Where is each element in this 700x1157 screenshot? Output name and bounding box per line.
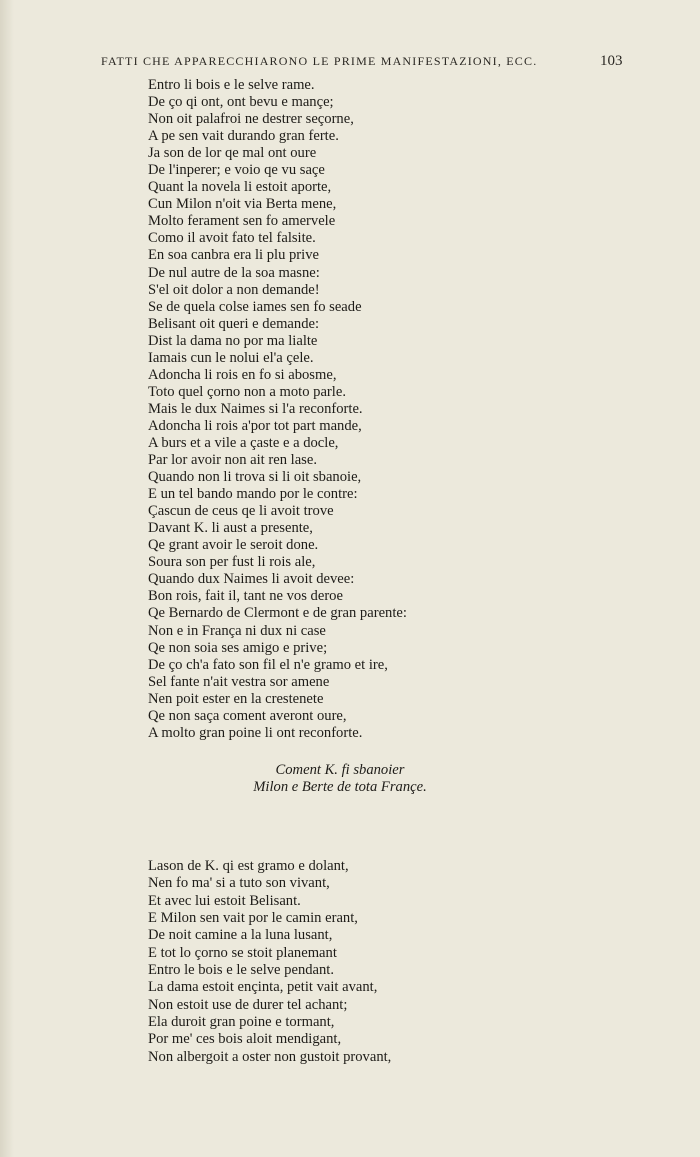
verse-line: Quando non li trova si li oit sbanoie, — [148, 469, 362, 486]
verse-line: Soura son per fust li rois ale, — [148, 554, 316, 571]
verse-line: La dama estoit ençinta, petit vait avant, — [148, 979, 378, 996]
verse-line: Non estoit use de durer tel achant; — [148, 996, 348, 1013]
verse-line: Non oit palafroi ne destrer seçorne, — [148, 111, 354, 128]
verse-line: Quant la novela li estoit aporte, — [148, 179, 332, 196]
verse-line: Como il avoit fato tel falsite. — [148, 230, 316, 247]
verse-line: Por me' ces bois aloit mendigant, — [148, 1031, 342, 1048]
verse-line: Nen poit ester en la crestenete — [148, 690, 324, 707]
verse-line: De l'inperer; e voio qe vu saçe — [148, 162, 325, 179]
verse-line: Qe non soia ses amigo e prive; — [148, 639, 328, 656]
verse-line: Mais le dux Naimes si l'a reconforte. — [148, 400, 363, 417]
verse-line: De ço qi ont, ont bevu e mançe; — [148, 94, 334, 111]
verse-line: Qe non saça coment averont oure, — [148, 707, 347, 724]
verse-line: Entro le bois e le selve pendant. — [148, 962, 335, 979]
verse-line: Quando dux Naimes li avoit devee: — [148, 571, 355, 588]
verse-line: Non e in Françа ni dux ni case — [148, 622, 326, 639]
verse-line: De noit camine a la luna lusant, — [148, 927, 333, 944]
verse-line: Ela duroit gran poine e tormant, — [148, 1014, 335, 1031]
verse-line: Molto ferament sen fo amervele — [148, 213, 336, 230]
verse-line: Se de quela colse iames sen fo seade — [148, 298, 362, 315]
verse-line: Adoncha li rois a'por tot part mande, — [148, 417, 362, 434]
verse-line: Iamais cun le nolui el'a çele. — [148, 349, 314, 366]
running-title: FATTI CHE APPARECCHIARONO LE PRIME MANIFESTAZIONI, ECC. — [101, 54, 538, 68]
verse-line: Toto quel çorno non a moto parle. — [148, 383, 346, 400]
verse-line: Qe Bernardo de Clermont e de gran parente: — [148, 605, 407, 622]
verse-line: Entro li bois e le selve rame. — [148, 77, 315, 93]
verse-line: De nul autre de la soa masne: — [148, 264, 320, 281]
verse-line: Et avec lui estoit Belisant. — [148, 892, 301, 909]
verse-line: En soa canbra era li plu prive — [148, 247, 319, 264]
verse-line: Lason de K. qi est gramo e dolant, — [148, 858, 349, 874]
verse-line: Adoncha li rois en fo si abosme, — [148, 366, 337, 383]
page-number: 103 — [600, 53, 623, 69]
verse-line: Ja son de lor qe mal ont oure — [148, 145, 317, 162]
verse-line: Sel fante n'ait vestra sor amene — [148, 673, 330, 690]
verse-stanza-1 — [148, 77, 407, 742]
rubric-heading-line-1: Coment K. fi sbanoier — [275, 762, 405, 778]
verse-stanza-2 — [148, 858, 391, 1066]
verse-line: Çascun de ceus qe li avoit trove — [148, 503, 334, 520]
rubric-heading-line-2: Milon e Berte de tota Françe. — [253, 779, 427, 795]
page-edge-shadow — [0, 0, 14, 1157]
verse-line: Nen fo ma' si a tuto son vivant, — [148, 875, 330, 892]
verse-line: Par lor avoir non ait ren lase. — [148, 452, 317, 469]
verse-line: Qe grant avoir le seroit done. — [148, 537, 319, 554]
verse-line: Belisant oit queri e demande: — [148, 315, 320, 332]
verse-line: S'el oit dolor a non demande! — [148, 281, 320, 298]
verse-line: A pe sen vait durando gran ferte. — [148, 128, 339, 145]
verse-line: E un tel bando mando por le contre: — [148, 486, 358, 503]
verse-line: E tot lo çorno se stoit planemant — [148, 944, 337, 961]
verse-line: A burs et a vile a çaste e a docle, — [148, 434, 339, 451]
verse-line: Cun Milon n'oit via Berta mene, — [148, 196, 337, 213]
verse-line: Bon rois, fait il, tant ne vos deroe — [148, 588, 343, 605]
verse-line: De ço ch'a fato son fil el n'e gramo et ire, — [148, 656, 388, 673]
verse-line: Davant K. li aust a presente, — [148, 520, 313, 537]
verse-line: E Milon sen vait por le camin erant, — [148, 910, 358, 927]
verse-line: A molto gran poine li ont reconforte. — [148, 724, 363, 741]
verse-line: Dist la dama no por ma lialte — [148, 332, 318, 349]
verse-line: Non albergoit a oster non gustoit provant, — [148, 1048, 392, 1065]
